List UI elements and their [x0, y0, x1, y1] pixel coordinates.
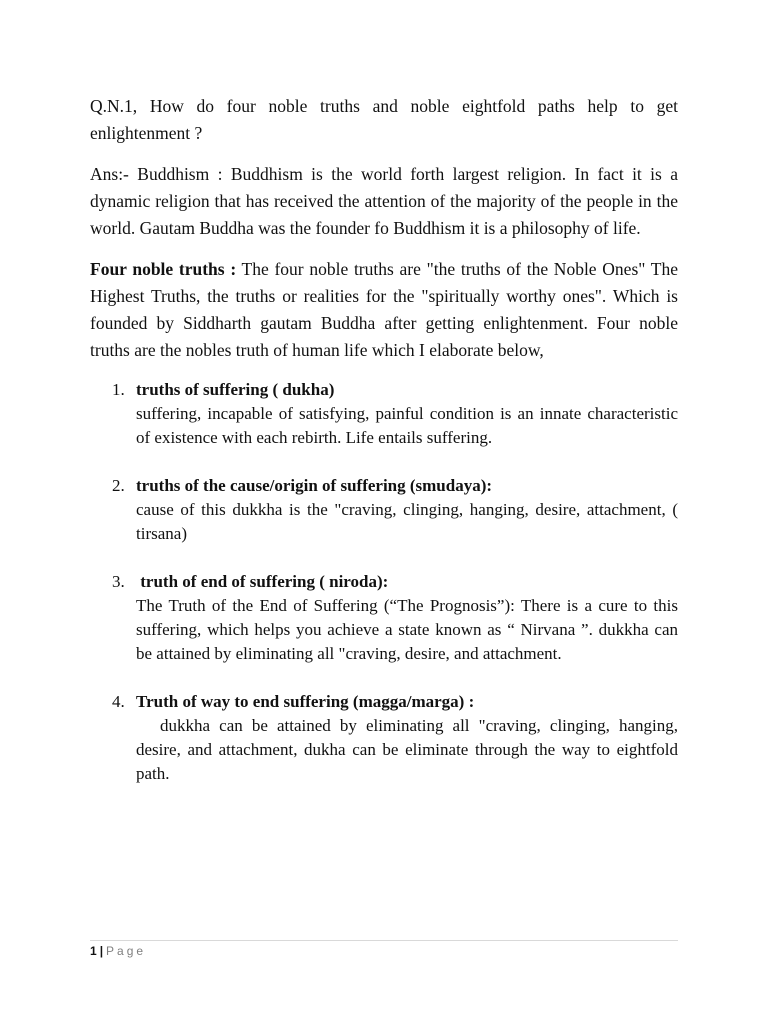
list-item-title: truths of the cause/origin of suffering (smudaya): — [136, 476, 493, 495]
four-noble-truths-text: The four noble truths are "the truths of the Noble Ones" The Highest Truths, the truths or realities for the "spiritually worthy ones". Which is founded by Siddharth gautam Buddha after getting enlightenment. Four noble truths are the nobles truth of human life which I elaborate below, — [90, 259, 679, 360]
footer-separator: | — [99, 944, 104, 958]
list-item-description: The Truth of the End of Suffering (“The Prognosis”): There is a cure to this suffering, which helps you achieve a state known as “ Nirvana ”. dukkha can be attained by eliminating all "craving, desire, and attachment. — [136, 596, 678, 663]
list-item-description: suffering, incapable of satisfying, painful condition is an innate characteristic of existence with each rebirth. Life entails suffering. — [136, 404, 678, 447]
list-item-number: 2. — [112, 476, 125, 495]
list-item-title: truth of end of suffering ( niroda): — [136, 572, 389, 591]
four-noble-truths-paragraph — [90, 256, 678, 364]
list-item-number: 4. — [112, 692, 125, 711]
document-body — [90, 93, 678, 810]
list-item — [90, 690, 678, 786]
list-item — [90, 474, 678, 546]
answer-paragraph: Ans:- Buddhism : Buddhism is the world forth largest religion. In fact it is a dynamic religion that has received the attention of the majority of the people in the world. Gautam Buddha was the founder fo Buddhism it is a philosophy of life. — [90, 164, 678, 238]
list-item-description: cause of this dukkha is the "craving, clinging, hanging, desire, attachment, ( tirsana) — [136, 500, 678, 543]
list-item — [90, 378, 678, 450]
page-number: 1 — [90, 944, 97, 958]
list-item-number: 1. — [112, 380, 125, 399]
list-item — [90, 570, 678, 666]
footer-divider — [90, 940, 678, 941]
page-footer — [90, 944, 146, 958]
list-item-title: Truth of way to end suffering (magga/marga) : — [136, 692, 475, 711]
truths-list — [90, 378, 678, 786]
list-item-number: 3. — [112, 572, 125, 591]
list-item-title: truths of suffering ( dukha) — [136, 380, 335, 399]
page-label: Page — [106, 944, 147, 958]
list-item-description: dukkha can be attained by eliminating all "craving, clinging, hanging, desire, and attachment, dukha can be eliminate through the way to eightfold path. — [136, 716, 678, 783]
four-noble-truths-heading: Four noble truths : — [90, 259, 237, 279]
question-text: Q.N.1, How do four noble truths and noble eightfold paths help to get enlightenment ? — [90, 96, 678, 143]
